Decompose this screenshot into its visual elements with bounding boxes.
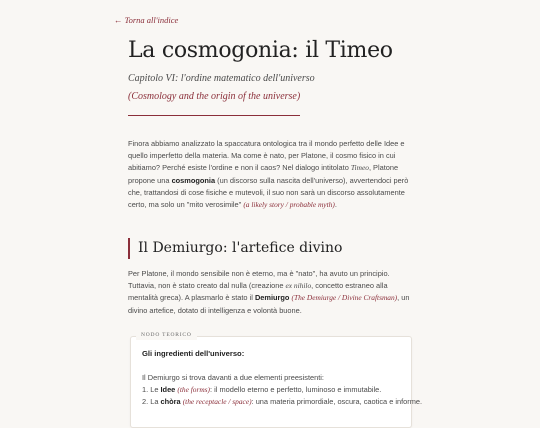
demiurgo-term: Demiurgo [254,293,290,303]
timaeus-term: Timeo [350,163,369,173]
intro-paragraph: Finora abbiamo analizzato la spaccatura ontologica tra il mondo perfetto delle Idee e quello imperfetto della materia. Ma come è nato, per Platone, il cosmo fisico in cui abitiamo? Perché esiste l'ordine e non il caos? Nel dialogo intitolato Timeo, Platone propone una cosmogonia (un discorso sulla nascita dell'universo), avvertendoci però che, trattandosi di cose fisiche e mutevoli, il suo non sarà un discorso assolutamente certo, ma solo un "mito verosimile" (a likely story / probable myth). [128,139,409,210]
section-heading: Il Demiurgo: l'artefice divino [128,238,342,259]
cosmogonia-term: cosmogonia [171,175,216,185]
list-item: 2. La chòra (the receptacle / space): una materia primordiale, oscura, caotica e informe. [142,397,423,406]
theory-node-heading: Gli ingredienti dell'universo: [142,349,245,358]
chapter-subtitle: Capitolo VI: l'ordine matematico dell'universo [128,73,315,84]
ex-nihilo-term: ex nihilo [285,281,312,291]
theory-node-intro: Il Demiurgo si trova davanti a due elementi preesistenti: [142,373,324,382]
demiurge-paragraph: Per Platone, il mondo sensibile non è eterno, ma è "nato", ha avuto un principio. Tuttavia, non è stato creato dal nulla (creazione ex nihilo, concetto estraneo alla mentalità greca). A plasmarlo è stato il Demiurgo (The Demiurge / Divine Craftsman), un divino artefice, dotato di intelligenza e volontà buone. [128,269,410,315]
page-title: La cosmogonia: il Timeo [128,38,393,63]
back-to-index-link[interactable]: ← Torna all'indice [114,15,179,25]
theory-node-label: NODO TEORICO [136,330,197,340]
title-divider [128,115,300,116]
chapter-subtitle-english: (Cosmology and the origin of the universe) [128,91,301,102]
list-item: 1. Le Idee (the forms): il modello eterno e perfetto, luminoso e immutabile. [142,385,382,394]
demiurge-english-term: (The Demiurge / Divine Craftsman) [291,293,398,303]
likely-story-term: (a likely story / probable myth) [243,200,335,210]
